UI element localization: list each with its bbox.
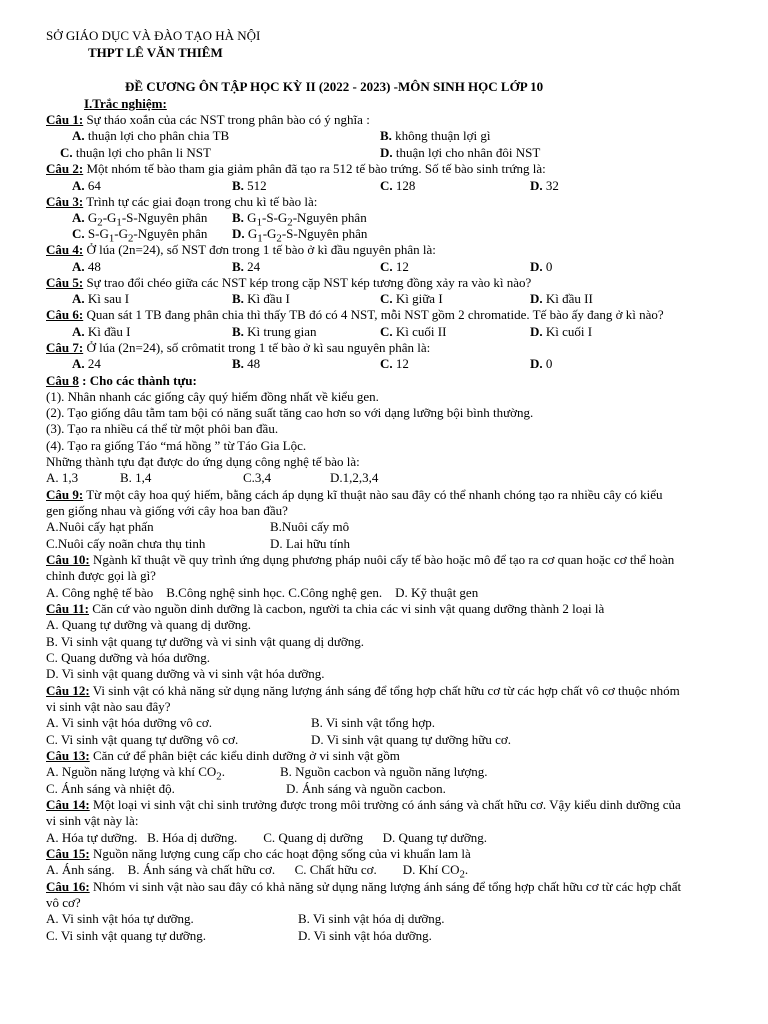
q7-option-b: B. 48 (232, 356, 261, 371)
q13-option-b: B. Nguồn cacbon và nguồn năng lượng. (280, 764, 488, 779)
question-13: Câu 13: Căn cứ để phân biệt các kiểu dinh dưỡng ở vi sinh vật gồm (46, 748, 400, 763)
q6-option-b: B. Kì trung gian (232, 324, 317, 339)
q3-option-a: A. $G_2-G_1-S$-Nguyên phân (72, 210, 208, 229)
q8-option-b: B. 1,4 (120, 470, 152, 485)
q8-item-2: (2). Tạo giống dâu tằm tam bội có năng suất tăng cao hơn so với dạng lưỡng bội bình thường. (46, 405, 534, 420)
q4-option-a: A. 48 (72, 259, 101, 274)
q4-option-d: D. 0 (530, 259, 553, 274)
question-14: Câu 14: Một loại vi sinh vật chỉ sinh trưởng được trong môi trường có ánh sáng và chất hữu cơ. Vậy kiểu dinh dưỡng của (46, 797, 681, 812)
q8-item-3: (3). Tạo ra nhiều cá thể từ một phôi ban đầu. (46, 421, 279, 436)
q2-option-a: A. 64 (72, 178, 101, 193)
q13-option-a: A. Nguồn năng lượng và khí $CO_2$. (46, 764, 225, 783)
q2-option-c: C. 128 (380, 178, 416, 193)
question-label: Câu 1: (46, 112, 84, 127)
question-11: Câu 11: Căn cứ vào nguồn dinh dưỡng là cacbon, người ta chia các vi sinh vật quang dưỡng thành 2 loại là (46, 601, 605, 616)
q11-option-c: C. Quang dưỡng và hóa dưỡng. (46, 650, 210, 665)
q11-option-d: D. Vi sinh vật quang dưỡng và vi sinh vật hóa dưỡng. (46, 666, 325, 681)
q6-option-a: A. Kì đầu I (72, 324, 131, 339)
question-10: Câu 10: Ngành kĩ thuật về quy trình ứng dụng phương pháp nuôi cấy tế bào hoặc mô để tạo ra cơ quan hoặc cơ thể hoàn (46, 552, 675, 567)
q6-option-d: D. Kì cuối I (530, 324, 593, 339)
question-1 (46, 112, 370, 128)
q5-option-d: D. Kì đầu II (530, 291, 593, 306)
q11-option-a: A. Quang tự dưỡng và quang dị dưỡng. (46, 617, 251, 632)
school-name: THPT LÊ VĂN THIÊM (88, 45, 223, 60)
q12-option-c: C. Vi sinh vật quang tự dưỡng vô cơ. (46, 732, 239, 747)
question-5: Câu 5: Sự trao đổi chéo giữa các NST kép trong cặp NST kép tương đồng xảy ra vào kì nào? (46, 275, 532, 290)
q4-option-c: C. 12 (380, 259, 409, 274)
q16-option-c: C. Vi sinh vật quang tự dưỡng. (46, 928, 207, 943)
q13-option-c: C. Ánh sáng và nhiệt độ. (46, 781, 175, 796)
q15-options: A. Ánh sáng. B. Ánh sáng và chất hữu cơ. C. Chất hữu cơ. D. Khí $CO_2$. (46, 862, 469, 881)
question-16-cont: vô cơ? (46, 895, 81, 910)
q8-option-c: C.3,4 (243, 470, 272, 485)
question-9-cont: gen giống nhau và giống với cây hoa ban đầu? (46, 503, 288, 518)
q3-option-c: C. $S-G_1-G_2$-Nguyên phân (72, 226, 208, 245)
q13-option-d: D. Ánh sáng và nguồn cacbon. (286, 781, 446, 796)
q3-option-b: B. $G_1-S-G_2$-Nguyên phân (232, 210, 367, 229)
q1-option-b: B. không thuận lợi gì (380, 128, 491, 143)
q1-option-a: A. thuận lợi cho phân chia TB (72, 128, 230, 143)
q8-option-d: D.1,2,3,4 (330, 470, 379, 485)
section-heading: I.Trắc nghiệm: (84, 96, 167, 111)
question-9: Câu 9: Từ một cây hoa quý hiếm, bằng cách áp dụng kĩ thuật nào sau đây có thể nhanh chóng tạo ra nhiều cây có kiểu (46, 487, 663, 502)
q1-option-d: D. thuận lợi cho nhân đôi NST (380, 145, 541, 160)
q7-option-a: A. 24 (72, 356, 101, 371)
q7-option-c: C. 12 (380, 356, 409, 371)
q8-stem: Những thành tựu đạt được do ứng dụng công nghệ tế bào là: (46, 454, 360, 469)
q6-option-c: C. Kì cuối II (380, 324, 447, 339)
q16-option-b: B. Vi sinh vật hóa dị dưỡng. (298, 911, 445, 926)
q14-options: A. Hóa tự dưỡng. B. Hóa dị dưỡng. C. Quang dị dưỡng D. Quang tự dưỡng. (46, 830, 487, 845)
q12-option-a: A. Vi sinh vật hóa dưỡng vô cơ. (46, 715, 213, 730)
q2-option-d: D. 32 (530, 178, 559, 193)
q8-option-a: A. 1,3 (46, 470, 79, 485)
q11-option-b: B. Vi sinh vật quang tự dưỡng và vi sinh vật quang dị dưỡng. (46, 634, 365, 649)
q5-option-a: A. Kì sau I (72, 291, 130, 306)
q8-item-1: (1). Nhân nhanh các giống cây quý hiếm đồng nhất về kiểu gen. (46, 389, 379, 404)
q9-option-a: A.Nuôi cấy hạt phấn (46, 519, 154, 534)
question-12: Câu 12: Vi sinh vật có khả năng sử dụng năng lượng ánh sáng để tổng hợp chất hữu cơ từ các hợp chất vô cơ thuộc nhóm (46, 683, 680, 698)
question-12-cont: vi sinh vật nào sau đây? (46, 699, 171, 714)
question-text: Sự tháo xoắn của các NST trong phân bào có ý nghĩa : (83, 112, 370, 127)
q9-option-c: C.Nuôi cấy noãn chưa thụ tinh (46, 536, 206, 551)
question-16: Câu 16: Nhóm vi sinh vật nào sau đây có khả năng sử dụng năng lượng ánh sáng để tổng hợp chất hữu cơ từ các hợp chất (46, 879, 682, 894)
question-7: Câu 7: Ở lúa (2n=24), số crômatit trong 1 tế bào ở kì sau nguyên phân là: (46, 340, 431, 355)
question-2: Câu 2: Một nhóm tế bào tham gia giảm phân đã tạo ra 512 tế bào trứng. Số tế bào sinh trứng là: (46, 161, 546, 176)
q3-option-d: D. $G_1-G_2-S$-Nguyên phân (232, 226, 368, 245)
q7-option-d: D. 0 (530, 356, 553, 371)
q9-option-d: D. Lai hữu tính (270, 536, 350, 551)
question-15: Câu 15: Nguồn năng lượng cung cấp cho các hoạt động sống của vi khuẩn lam là (46, 846, 471, 861)
q5-option-b: B. Kì đầu I (232, 291, 290, 306)
q16-option-a: A. Vi sinh vật hóa tự dưỡng. (46, 911, 194, 926)
question-3: Câu 3: Trình tự các giai đoạn trong chu kì tế bào là: (46, 194, 318, 209)
question-8: Câu 8 : Cho các thành tựu: (46, 373, 197, 388)
q12-option-d: D. Vi sinh vật quang tự dưỡng hữu cơ. (311, 732, 511, 747)
question-10-cont: chỉnh được gọi là gì? (46, 568, 156, 583)
q1-option-c: C. thuận lợi cho phân li NST (60, 145, 211, 160)
q5-option-c: C. Kì giữa I (380, 291, 443, 306)
question-14-cont: vi sinh vật này là: (46, 813, 139, 828)
q2-option-b: B. 512 (232, 178, 267, 193)
q12-option-b: B. Vi sinh vật tổng hợp. (311, 715, 435, 730)
q10-options: A. Công nghệ tế bào B.Công nghệ sinh học. C.Công nghệ gen. D. Kỹ thuật gen (46, 585, 479, 600)
question-4: Câu 4: Ở lúa (2n=24), số NST đơn trong 1 tế bào ở kì đầu nguyên phân là: (46, 242, 436, 257)
q16-option-d: D. Vi sinh vật hóa dưỡng. (298, 928, 432, 943)
department-name: SỞ GIÁO DỤC VÀ ĐÀO TẠO HÀ NỘI (46, 28, 261, 43)
q4-option-b: B. 24 (232, 259, 261, 274)
question-6: Câu 6: Quan sát 1 TB đang phân chia thì thấy TB đó có 4 NST, mỗi NST gồm 2 chromatide. Tế bào ấy đang ở kì nào? (46, 307, 664, 322)
q9-option-b: B.Nuôi cấy mô (270, 519, 350, 534)
q8-item-4: (4). Tạo ra giống Táo “má hồng ” từ Táo Gia Lộc. (46, 438, 307, 453)
document-title: ĐỀ CƯƠNG ÔN TẬP HỌC KỲ II (2022 - 2023) -MÔN SINH HỌC LỚP 10 (125, 79, 544, 94)
